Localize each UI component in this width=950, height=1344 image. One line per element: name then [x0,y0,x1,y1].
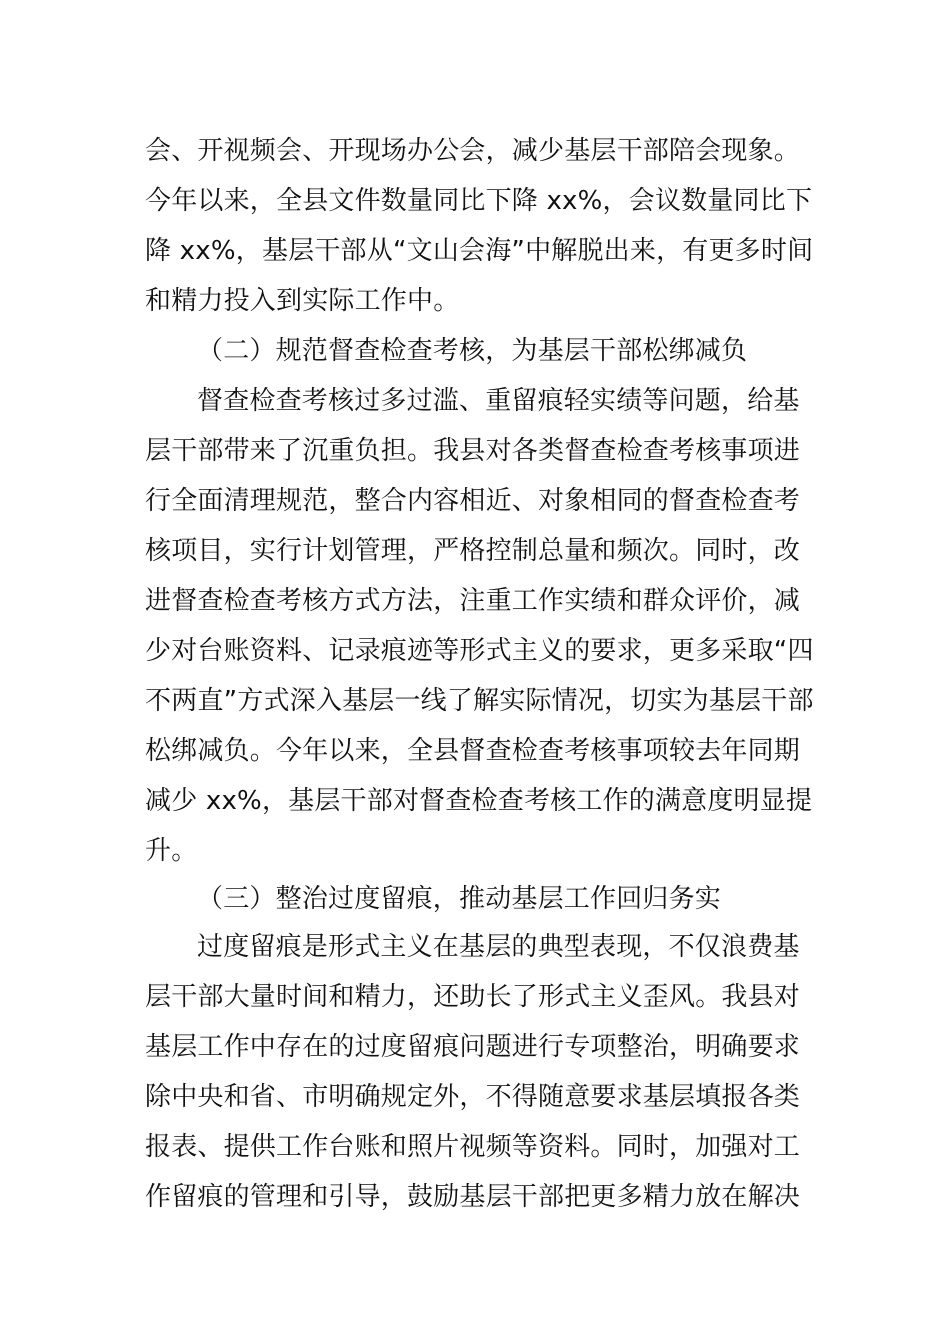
paragraph-line: 升。 [145,836,198,866]
paragraph-line: 和精力投入到实际工作中。 [145,286,460,316]
paragraph-line: 降 xx%，基层干部从“文山会海”中解脱出来，有更多时间 [145,236,814,266]
paragraph-line: 过度留痕是形式主义在基层的典型表现，不仅浪费基 [197,932,800,962]
paragraph-line: 除中央和省、市明确规定外，不得随意要求基层填报各类 [145,1082,801,1112]
paragraph-line: 行全面清理规范，整合内容相近、对象相同的督查检查考 [145,486,801,516]
paragraph-line: 作留痕的管理和引导，鼓励基层干部把更多精力放在解决 [145,1182,801,1212]
paragraph-line: 基层工作中存在的过度留痕问题进行专项整治，明确要求 [145,1032,801,1062]
paragraph-line: 松绑减负。今年以来，全县督查检查考核事项较去年同期 [145,736,801,766]
paragraph-line: 不两直”方式深入基层一线了解实际情况，切实为基层干部 [145,686,814,716]
paragraph-line: 会、开视频会、开现场办公会，减少基层干部陪会现象。 [145,136,801,166]
paragraph-line: 层干部带来了沉重负担。我县对各类督查检查考核事项进 [145,436,801,466]
paragraph-line: 减少 xx%，基层干部对督查检查考核工作的满意度明显提 [145,786,813,816]
paragraph-line: 核项目，实行计划管理，严格控制总量和频次。同时，改 [145,536,801,566]
paragraph-line: 层干部大量时间和精力，还助长了形式主义歪风。我县对 [145,982,801,1012]
section-heading-2: （二）规范督查检查考核，为基层干部松绑减负 [197,336,748,366]
paragraph-line: 进督查检查考核方式方法，注重工作实绩和群众评价，减 [145,586,801,616]
paragraph-line: 报表、提供工作台账和照片视频等资料。同时，加强对工 [145,1132,801,1162]
paragraph-line: 少对台账资料、记录痕迹等形式主义的要求，更多采取“四 [145,636,814,666]
paragraph-line: 督查检查考核过多过滥、重留痕轻实绩等问题，给基 [197,386,800,416]
paragraph-line: 今年以来，全县文件数量同比下降 xx%，会议数量同比下 [145,186,813,216]
section-heading-3: （三）整治过度留痕，推动基层工作回归务实 [197,884,722,914]
